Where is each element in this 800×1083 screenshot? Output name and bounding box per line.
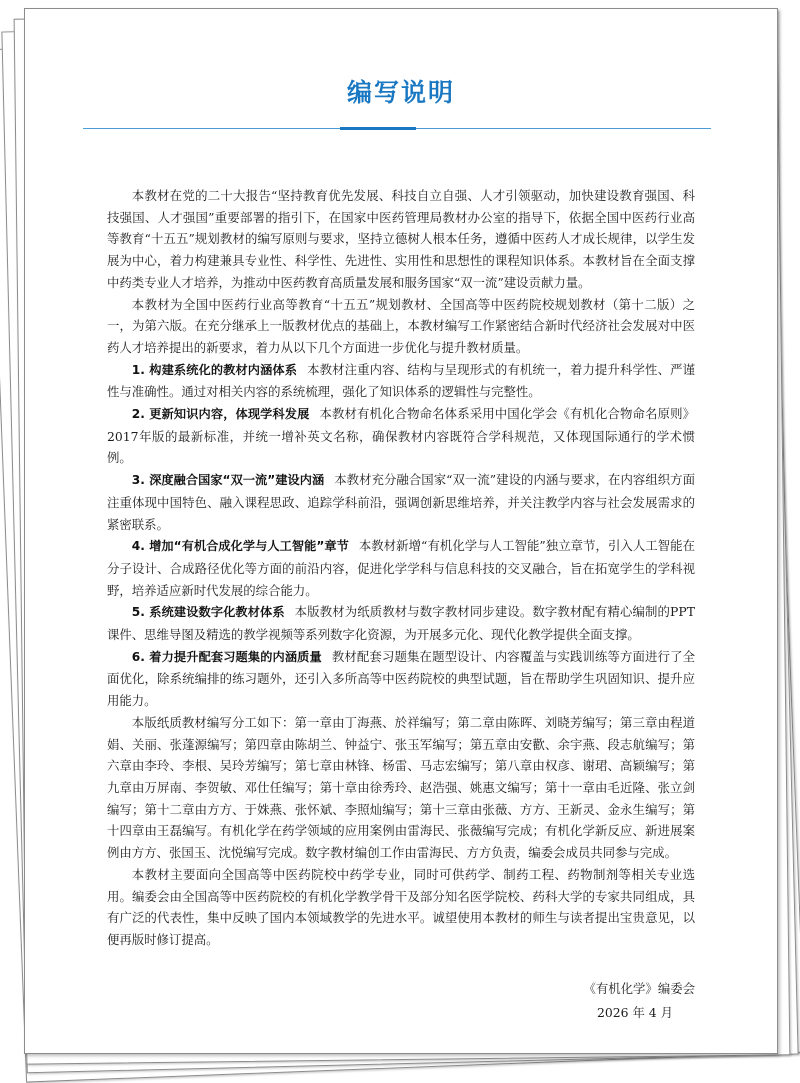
feature-text: 本版教材为纸质教材与数字教材同步建设。数字教材配有精心编制的PPT课件、思维导图及精选的教学视频等系列数字化资源，为开展多元化、现代化教学提供全面支撑。 bbox=[107, 604, 695, 643]
feature-heading: 1. 构建系统化的教材内涵体系 bbox=[131, 362, 298, 377]
intro-paragraph: 本教材为全国中医药行业高等教育“十五五”规划教材、全国高等中医药院校规划教材（第十二版）之一，为第六版。在充分继承上一版教材优点的基础上，本教材编写工作紧密结合新时代经济社会发展对中医药人才培养提出的新要求，着力从以下几个方面进一步优化与提升教材质量。 bbox=[107, 296, 695, 355]
signature-block bbox=[583, 977, 695, 1025]
page-title: 编写说明 bbox=[346, 78, 455, 107]
feature-heading: 4. 增加“有机合成化学与人工智能”章节 bbox=[131, 539, 349, 554]
feature-heading: 2. 更新知识内容，体现学科发展 bbox=[131, 407, 310, 422]
feature-paragraph bbox=[107, 535, 695, 601]
feature-paragraph bbox=[107, 646, 695, 712]
feature-paragraph bbox=[107, 359, 695, 403]
closing-paragraph: 本教材主要面向全国高等中医药院校中药学专业，同时可供药学、制药工程、药物制剂等相关专业选用。编委会由全国高等中医药院校的有机化学教学骨干及部分知名医学院校、药科大学的专家共同组成，具有广泛的代表性，集中反映了国内本领域教学的先进水平。诚望使用本教材的师生与读者提出宝贵意见，以便再版时修订提高。 bbox=[107, 866, 695, 947]
feature-paragraph bbox=[107, 403, 695, 469]
title-divider-accent bbox=[340, 127, 416, 130]
authors-division-paragraph: 本版纸质教材编写分工如下：第一章由丁海燕、於祥编写；第二章由陈晖、刘晓芳编写；第三章由程道娟、关丽、张蓬源编写；第四章由陈胡兰、钟益宁、张玉军编写；第五章由安歡、余宇燕、段志航编写；第六章由李玲、李根、吴玲芳编写；第七章由林锋、杨雷、马志宏编写；第八章由权彦、谢珺、高颖编写；第九章由万屏南、李贺敏、邓仕任编写；第十章由徐秀玲、赵浩强、姚惠文编写；第十一章由毛近隆、张立剑编写；第十二章由方方、于姝燕、张怀斌、李照灿编写；第十三章由张薇、方方、王新灵、金永生编写；第十四章由王磊编写。有机化学在药学领域的应用案例由雷海民、张薇编写完成；有机化学新反应、新进展案例由方方、张国玉、沈悦编写完成。数字教材编创工作由雷海民、方方负责，编委会成员共同参与完成。 bbox=[107, 714, 695, 861]
document-body bbox=[107, 185, 695, 951]
signature-date: 2026 年 4 月 bbox=[596, 1005, 673, 1020]
feature-paragraph bbox=[107, 469, 695, 535]
editorial-committee: 《有机化学》编委会 bbox=[583, 981, 695, 996]
feature-heading: 3. 深度融合国家“双一流”建设内涵 bbox=[131, 473, 325, 488]
feature-heading: 6. 着力提升配套习题集的内涵质量 bbox=[131, 649, 322, 664]
feature-paragraph bbox=[107, 601, 695, 645]
feature-text: 本教材充分融合国家“双一流”建设的内涵与要求，在内容组织方面注重体现中国特色、融入课程思政、追踪学科前沿，强调创新思维培养，并关注教学内容与社会发展需求的紧密联系。 bbox=[107, 472, 696, 532]
feature-text: 本教材有机化合物命名体系采用中国化学会《有机化合物命名原则》2017年版的最新标准，并统一增补英文名称，确保教材内容既符合学科规范，又体现国际通行的学术惯例。 bbox=[107, 406, 696, 466]
intro-paragraph: 本教材在党的二十大报告“坚持教育优先发展、科技自立自强、人才引领驱动，加快建设教育强国、科技强国、人才强国”重要部署的指引下，在国家中医药管理局教材办公室的指导下，依据全国中医药行业高等教育“十五五”规划教材的编写原则与要求，坚持立德树人根本任务，遵循中医药人才成长规律，以学生发展为中心，着力构建兼具专业性、科学性、先进性、实用性和思想性的课程知识体系。本教材旨在全面支撑中药类专业人才培养，为推动中医药教育高质量发展和服务国家“双一流”建设贡献力量。 bbox=[107, 188, 695, 290]
feature-text: 教材配套习题集在题型设计、内容覆盖与实践训练等方面进行了全面优化，除系统编排的练习题外，还引入多所高等中医药院校的典型试题，旨在帮助学生巩固知识、提升应用能力。 bbox=[107, 648, 696, 709]
document-page bbox=[24, 8, 778, 1054]
feature-heading: 5. 系统建设数字化教材体系 bbox=[131, 605, 285, 620]
feature-text: 本教材注重内容、结构与呈现形式的有机统一，着力提升科学性、严谨性与准确性。通过对相关内容的系统梳理，强化了知识体系的逻辑性与完整性。 bbox=[107, 361, 695, 400]
feature-text: 本教材新增“有机化学与人工智能”独立章节，引入人工智能在分子设计、合成路径优化等方面的前沿内容，促进化学学科与信息科技的交叉融合，旨在拓宽学生的学科视野，培养适应新时代发展的综合能力。 bbox=[107, 538, 695, 598]
